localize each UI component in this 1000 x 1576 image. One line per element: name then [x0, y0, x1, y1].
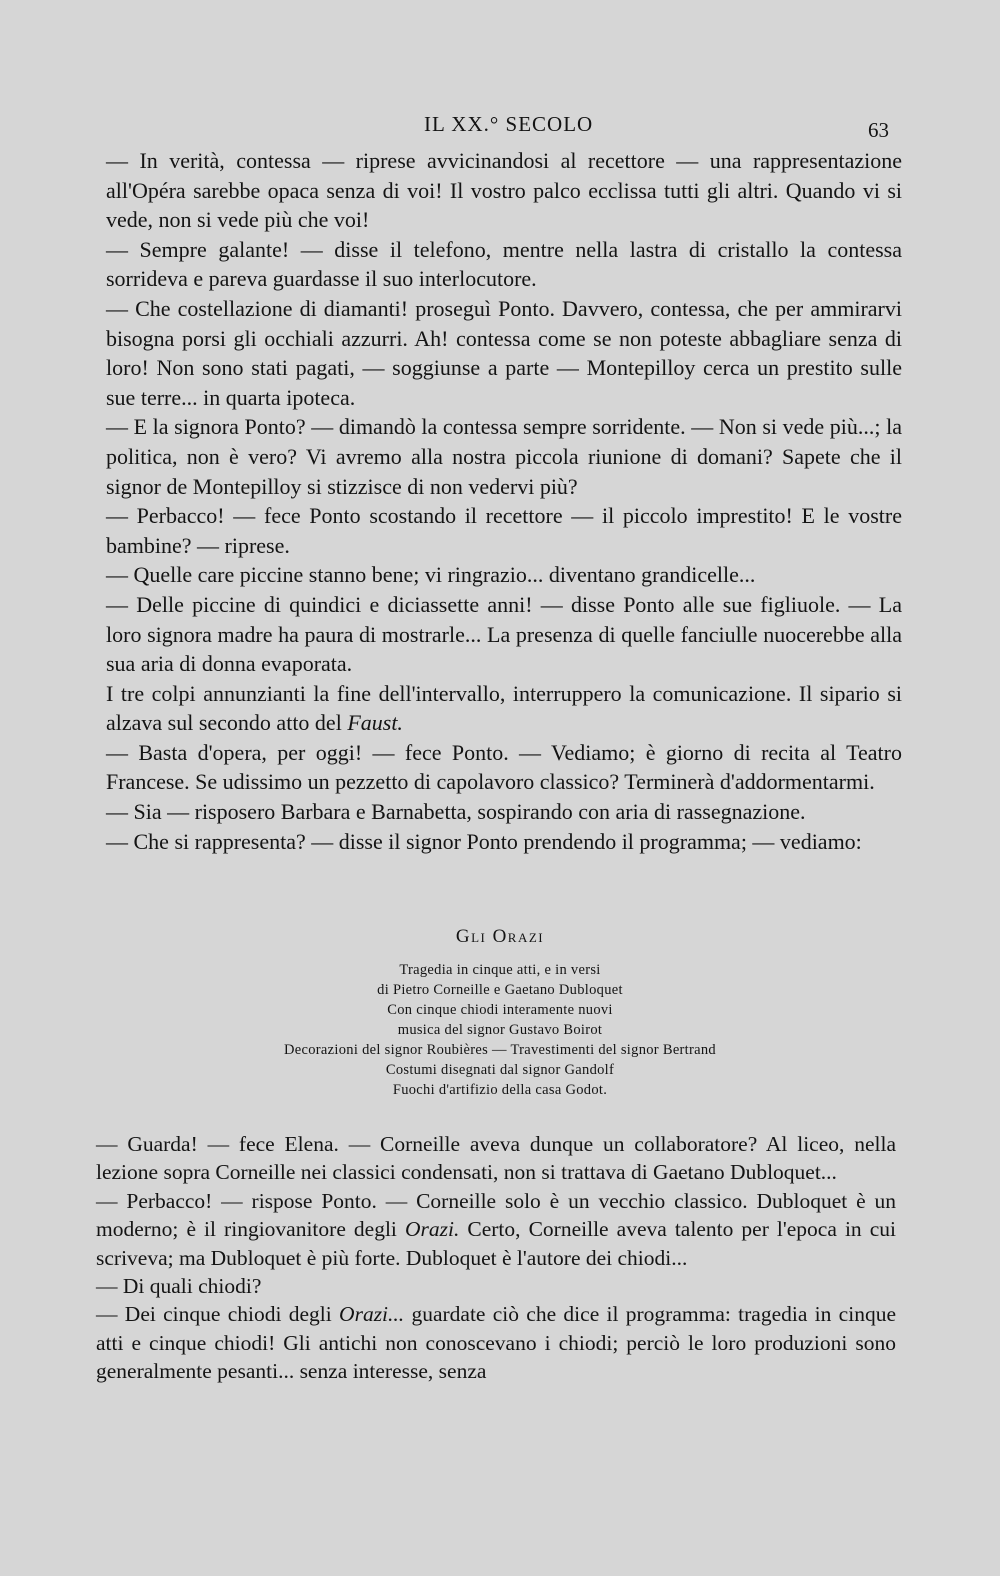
- paragraph: — Di quali chiodi?: [96, 1274, 262, 1299]
- paragraph-text: — Perbacco! — rispose Ponto. — Corneille solo è un vecchio classico. Dubloquet è un moderno; è il ringiovanitore degli: [96, 1188, 896, 1242]
- orazi-title: Orazi...: [339, 1302, 405, 1327]
- playbill-line: Costumi disegnati dal signor Gandolf: [385, 1062, 615, 1078]
- paragraph: — Sempre galante! — disse il telefono, mentre nella lastra di cristallo la contessa sorrideva e pareva guardasse il suo interlocutore.: [106, 236, 902, 292]
- playbill-line: musica del signor Gustavo Boirot: [397, 1022, 603, 1038]
- orazi-title: Orazi.: [404, 1217, 460, 1242]
- playbill-line: Fuochi d'artifizio della casa Godot.: [392, 1082, 608, 1098]
- playbill: [150, 926, 850, 1100]
- playbill-title: Gli Orazi: [455, 926, 545, 947]
- running-head: [0, 112, 1000, 142]
- body-text-bottom: [96, 1130, 896, 1386]
- paragraph: — Guarda! — fece Elena. — Corneille aveva dunque un collaboratore? Al liceo, nella lezione sopra Corneille nei classici condensati, non si trattava di Gaetano Dubloquet...: [96, 1132, 896, 1185]
- paragraph-faust: [106, 679, 902, 738]
- paragraph-text: guardate ciò che dice il programma: tragedia in cinque atti e cinque chiodi! Gli antichi non conoscevano i chiodi; perciò le loro produzioni sono generalmente pesanti... senza interesse, senza: [96, 1302, 896, 1384]
- faust-title: Faust.: [347, 710, 403, 736]
- paragraph: — Delle piccine di quindici e diciassette anni! — disse Ponto alle sue figliuole. — La loro signora madre ha paura di mostrarle... La presenza di quelle fanciulle nuocerebbe alla sua aria di donna evaporata.: [106, 591, 902, 677]
- page-number: 63: [868, 118, 889, 142]
- paragraph: — E la signora Ponto? — dimandò la contessa sempre sorridente. — Non si vede più...; la politica, non è vero? Vi avremo alla nostra piccola riunione di domani? Sapete che il signor de Montepilloy si stizzisce di non vedervi più?: [106, 414, 902, 499]
- paragraph: — Perbacco! — fece Ponto scostando il recettore — il piccolo imprestito! E le vostre bambine? — riprese.: [106, 503, 902, 558]
- playbill-line: Con cinque chiodi interamente nuovi: [387, 1002, 613, 1018]
- paragraph: — Quelle care piccine stanno bene; vi ringrazio... diventano grandicelle...: [106, 562, 756, 588]
- paragraph: — Che si rappresenta? — disse il signor Ponto prendendo il programma; — vediamo:: [106, 828, 862, 854]
- paragraph-orazi: [96, 1300, 896, 1385]
- running-title: IL XX.° SECOLO: [424, 112, 594, 136]
- paragraph: — Che costellazione di diamanti! proseguì Ponto. Davvero, contessa, che per ammirarvi bisogna porsi gli occhiali azzurri. Ah! contessa come se non poteste abbagliare senza di loro! Non sono stati pagati, — soggiunse a parte — Montepilloy cerca un prestito sulle sue terre... in quarta ipoteca.: [106, 295, 902, 410]
- playbill-line: Tragedia in cinque atti, e in versi: [399, 962, 601, 978]
- paragraph-text: Certo, Corneille aveva talento per l'epoca in cui scriveva; ma Dubloquet è più forte. Dubloquet è l'autore dei chiodi...: [96, 1217, 896, 1270]
- playbill-line: Decorazioni del signor Roubières — Travestimenti del signor Bertrand: [284, 1042, 716, 1058]
- paragraph-text: I tre colpi annunzianti la fine dell'intervallo, interruppero la comunicazione. Il sipario si alzava sul secondo atto del: [106, 680, 902, 736]
- paragraph-text: — Dei cinque chiodi degli: [96, 1302, 340, 1327]
- paragraph-orazi: [96, 1187, 896, 1272]
- body-text-top: [106, 146, 902, 856]
- paragraph: — Basta d'opera, per oggi! — fece Ponto. — Vediamo; è giorno di recita al Teatro Francese. Se udissimo un pezzetto di capolavoro classico? Terminerà d'addormentarmi.: [106, 739, 902, 795]
- paragraph: — Sia — risposero Barbara e Barnabetta, sospirando con aria di rassegnazione.: [106, 799, 806, 825]
- paragraph: — In verità, contessa — riprese avvicinandosi al recettore — una rappresentazione all'Opéra sarebbe opaca senza di voi! Il vostro palco ecclissa tutti gli altri. Quando vi si vede, non si vede più che voi!: [106, 148, 902, 233]
- playbill-line: di Pietro Corneille e Gaetano Dubloquet: [377, 982, 623, 998]
